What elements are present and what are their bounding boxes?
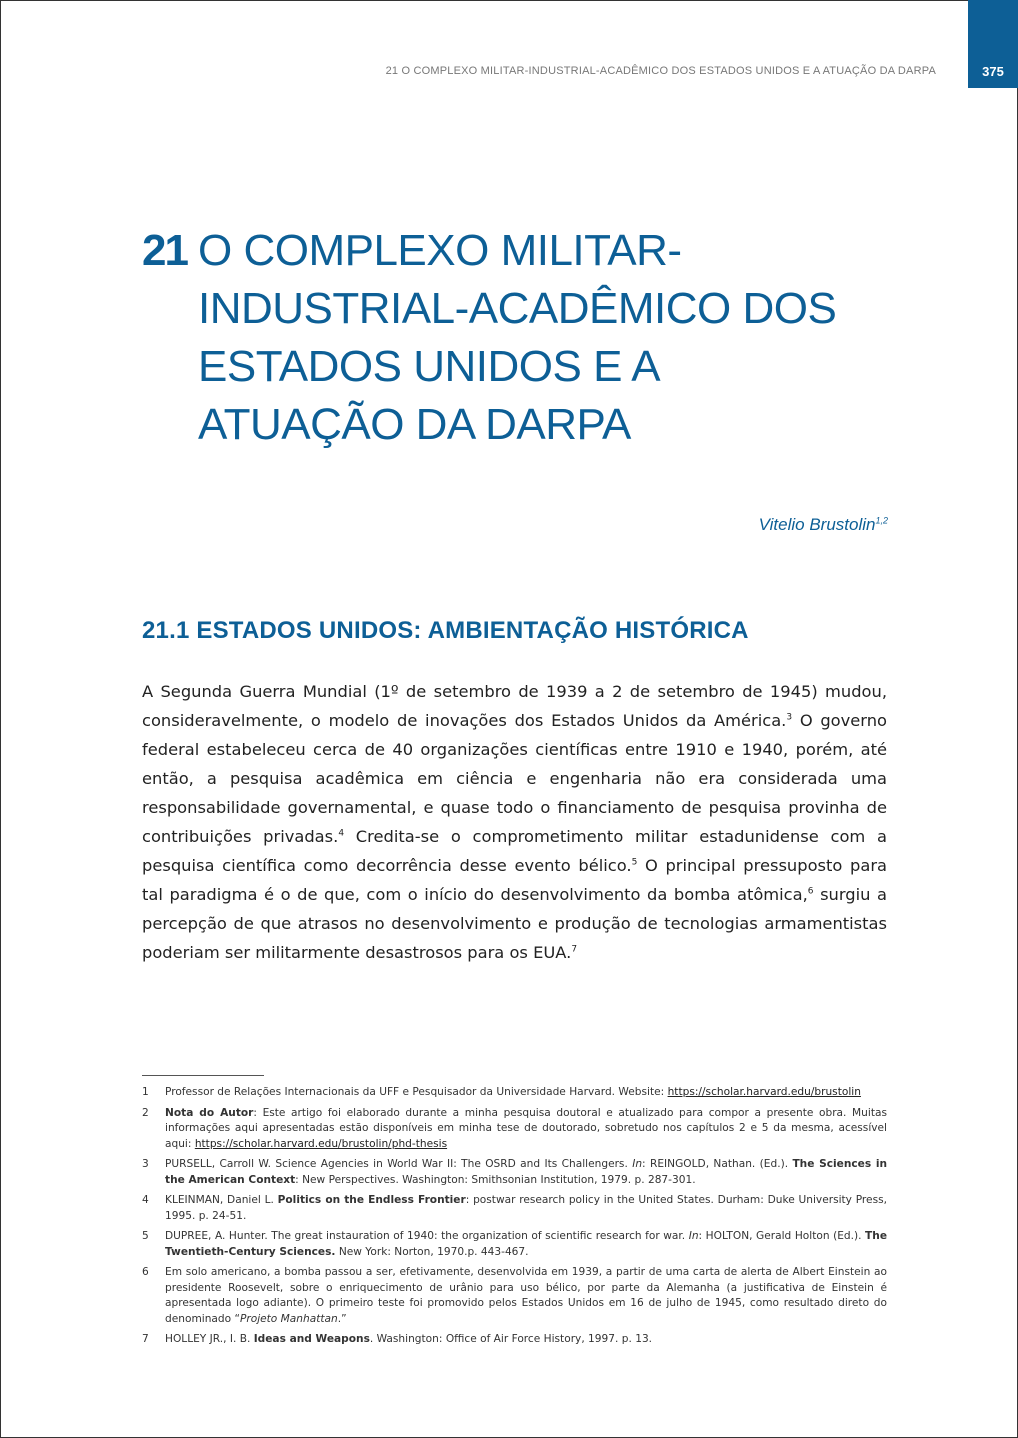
footnote-text <box>165 1193 887 1224</box>
footnote <box>142 1229 887 1260</box>
footnote-link[interactable]: https://scholar.harvard.edu/brustolin/phd-thesis <box>194 1137 448 1150</box>
chapter-number: 21 <box>142 226 187 275</box>
footnote-text-part: New York: Norton, 1970.p. 443-467. <box>335 1245 529 1258</box>
author <box>759 515 888 535</box>
footnote-text-part: .” <box>337 1312 347 1325</box>
chapter-heading <box>142 222 902 454</box>
footnote-italic: In <box>688 1230 699 1242</box>
footnote-divider <box>142 1075 264 1076</box>
footnote-text-part: : postwar research policy in the United States. Durham: Duke University Press, 1995. p. 24-51. <box>165 1194 887 1222</box>
footnote-number: 5 <box>142 1230 149 1242</box>
footnote-text-part: : New Perspectives. Washington: Smithsonian Institution, 1979. p. 287-301. <box>295 1173 696 1186</box>
author-name: Vitelio Brustolin <box>758 515 876 534</box>
footnote-text-part: PURSELL, Carroll W. Science Agencies in World War II: The OSRD and Its Challengers. <box>165 1158 633 1170</box>
footnote-ref-6[interactable]: 6 <box>807 886 814 897</box>
footnotes <box>142 1085 887 1353</box>
footnote-text-part: DUPREE, A. Hunter. The great instauration of 1940: the organization of scientific research for war. <box>165 1230 689 1242</box>
running-header: 21 O COMPLEXO MILITAR-INDUSTRIAL-ACADÊMICO DOS ESTADOS UNIDOS E A ATUAÇÃO DA DARPA <box>385 65 936 77</box>
footnote <box>142 1157 887 1188</box>
section-heading: 21.1 ESTADOS UNIDOS: AMBIENTAÇÃO HISTÓRICA <box>142 617 749 644</box>
footnote-italic: Projeto Manhattan <box>239 1312 338 1325</box>
footnote-bold: Ideas and Weapons <box>253 1333 370 1345</box>
footnote-text-part: : HOLTON, Gerald Holton (Ed.). <box>698 1230 866 1242</box>
body-text: Credita-se o comprometimento militar estadunidense com a pesquisa científica como decorrência desse evento bélico. <box>142 827 888 875</box>
footnote <box>142 1106 887 1153</box>
footnote-text <box>165 1332 887 1348</box>
footnote-text <box>165 1229 887 1260</box>
footnote-number: 7 <box>142 1333 149 1345</box>
footnote <box>142 1265 887 1327</box>
footnote-bold: Politics on the Endless Frontier <box>277 1194 466 1206</box>
footnote-bold: The Twentieth-Century Sciences. <box>165 1230 887 1258</box>
footnote-italic: In <box>632 1158 643 1170</box>
body-text: O principal pressuposto para tal paradigma é o de que, com o início do desenvolvimento da bomba atômica, <box>142 856 887 904</box>
footnote-ref-7[interactable]: 7 <box>571 944 578 955</box>
footnote <box>142 1193 887 1224</box>
footnote <box>142 1332 887 1348</box>
footnote-bold: The Sciences in the American Context <box>165 1158 887 1186</box>
footnote-bold: Nota do Autor <box>165 1106 254 1119</box>
footnote-number: 1 <box>142 1086 149 1098</box>
footnote-ref-3[interactable]: 3 <box>786 712 793 723</box>
author-footnote-ref[interactable]: 1,2 <box>875 515 888 526</box>
footnote-text <box>165 1157 887 1188</box>
footnote-number: 3 <box>142 1158 149 1170</box>
body-text: O governo federal estabeleceu cerca de 40 organizações científicas entre 1910 e 1940, porém, até então, a pesquisa acadêmica em ciência e engenharia não era considerada uma responsabilidade governamental, e quase todo o financiamento de pesquisa provinha de contribuições privadas. <box>142 711 887 846</box>
footnote-text-part: . Washington: Office of Air Force History, 1997. p. 13. <box>369 1333 653 1345</box>
footnote-number: 4 <box>142 1194 149 1206</box>
body-paragraph <box>142 677 887 967</box>
footnote <box>142 1085 887 1101</box>
footnote-text <box>165 1085 887 1101</box>
footnote-text <box>165 1265 887 1327</box>
footnote-text-part: : Este artigo foi elaborado durante a minha pesquisa doutoral e atualizado para compor a presente obra. Muitas informações aqui apresentadas estão disponíveis em minha tese de doutorado, sobretudo nos capítulos 2 e 5 da mesma, acessível aqui: <box>165 1106 887 1150</box>
body-text: A Segunda Guerra Mundial (1º de setembro de 1939 a 2 de setembro de 1945) mudou, consideravelmente, o modelo de inovações dos Estados Unidos da América. <box>142 682 887 730</box>
footnote-text <box>165 1106 887 1153</box>
page-number: 375 <box>982 64 1004 79</box>
footnote-number: 6 <box>142 1266 149 1278</box>
chapter-title: O COMPLEXO MILITAR-INDUSTRIAL-ACADÊMICO DOS ESTADOS UNIDOS E A ATUAÇÃO DA DARPA <box>198 226 837 449</box>
footnote-text-part: Em solo americano, a bomba passou a ser, efetivamente, desenvolvida em 1939, a partir de uma carta de alerta de Albert Einstein ao presidente Roosevelt, sobre o enriquecimento de urânio para uso bélico, por parte da Alemanha (a justificativa de Einstein é apresentada logo adiante). O primeiro teste foi promovido pelos Estados Unidos em 16 de julho de 1945, como resultado direto do denominado “ <box>165 1266 887 1325</box>
footnote-text-part: : REINGOLD, Nathan. (Ed.). <box>642 1158 793 1170</box>
footnote-number: 2 <box>142 1106 149 1119</box>
footnote-text-part: Professor de Relações Internacionais da UFF e Pesquisador da Universidade Harvard. Website: <box>165 1086 668 1098</box>
footnote-link[interactable]: https://scholar.harvard.edu/brustolin <box>667 1086 861 1098</box>
footnote-ref-5[interactable]: 5 <box>631 857 638 868</box>
footnote-text-part: HOLLEY JR., I. B. <box>165 1333 254 1345</box>
footnote-ref-4[interactable]: 4 <box>338 828 345 839</box>
footnote-text-part: KLEINMAN, Daniel L. <box>165 1194 278 1206</box>
body-text: surgiu a percepção de que atrasos no desenvolvimento e produção de tecnologias armamentistas poderiam ser militarmente desastrosos para os EUA. <box>142 885 888 962</box>
